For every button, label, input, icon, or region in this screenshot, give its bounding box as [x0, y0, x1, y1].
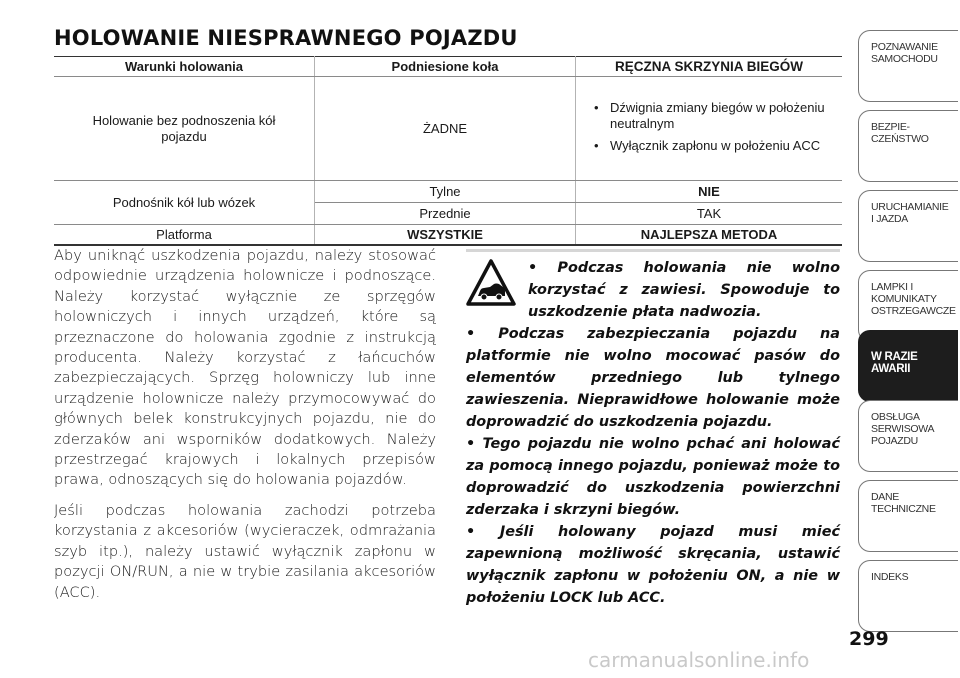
tab-technical-data[interactable]: DANE TECHNICZNE [858, 480, 958, 552]
warning-block [466, 257, 840, 609]
body-text [54, 246, 436, 613]
tab-starting-and-driving[interactable]: URUCHAMIANIE I JAZDA [858, 190, 958, 262]
table-header-row [54, 57, 842, 77]
list-item: • Wyłącznik zapłonu w położeniu ACC [594, 138, 836, 154]
row2-front-wheels: Przednie [315, 203, 576, 225]
tab-safety[interactable]: BEZPIE- CZEŃSTWO [858, 110, 958, 182]
warning-item: • Jeśli holowany pojazd musi mieć zapewnioną możliwość skręcania, ustawić wyłącznik zapłonu w położeniu ON, a nie w położeniu LOCK lub ACC. [466, 521, 840, 609]
tab-in-emergency[interactable]: W RAZIE AWARII [858, 330, 958, 402]
header-conditions: Warunki holowania [54, 57, 315, 77]
towing-table [54, 56, 842, 246]
body-paragraph: Aby uniknąć uszkodzenia pojazdu, należy stosować odpowiednie urządzenia holownicze i podnoszące. Należy korzystać wyłącznie ze sprzęgów holowniczych i innych urządzeń, które są przeznaczone do holowania zgodnie z instrukcją producenta. Należy korzystać z łańcuchów zabezpieczających. Sprzęg holowniczy lub inne urządzenie holownicze należy przymocowywać do głównych belek konstrukcyjnych pojazdu, nie do zderzaków ani wsporników dodatkowych. Należy przestrzegać krajowych i lokalnych przepisów prawa, odnoszących się do holowania pojazdów. [54, 247, 436, 489]
body-paragraph: Jeśli podczas holowania zachodzi potrzeba korzystania z akcesoriów (wycieraczek, odmrażania szyb itp.), należy ustawić wyłącznik zapłonu w pozycji ON/RUN, a nie w trybie zasilania akcesoriów (ACC). [54, 501, 436, 601]
row3-value: NAJLEPSZA METODA [576, 225, 843, 245]
row1-wheels: ŻADNE [315, 77, 576, 181]
table-row [54, 77, 842, 181]
list-item: • Dźwignia zmiany biegów w położeniu neutralnym [594, 100, 836, 132]
row1-requirements [576, 77, 843, 181]
tab-index[interactable]: INDEKS [858, 560, 958, 632]
tab-getting-to-know-vehicle[interactable]: POZNAWANIE SAMOCHODU [858, 30, 958, 102]
table-row [54, 181, 842, 203]
watermark: carmanualsonline.info [588, 648, 810, 672]
row2-condition: Podnośnik kół lub wózek [54, 181, 315, 225]
warning-item: • Podczas holowania nie wolno korzystać z zawiesi. Spowoduje to uszkodzenie płata nadwozia. [466, 257, 840, 323]
row2-front-value: TAK [576, 203, 843, 225]
row3-wheels: WSZYSTKIE [315, 225, 576, 245]
tab-warning-lights[interactable]: LAMPKI I KOMUNIKATY OSTRZEGAWCZE [858, 270, 958, 342]
warning-divider [466, 249, 840, 252]
header-manual-gearbox: RĘCZNA SKRZYNIA BIEGÓW [576, 57, 843, 77]
header-wheels: Podniesione koła [315, 57, 576, 77]
row1-condition: Holowanie bez podnoszenia kół pojazdu [54, 77, 315, 181]
row2-rear-value: NIE [576, 181, 843, 203]
page-number: 299 [849, 628, 889, 650]
warning-item: • Tego pojazdu nie wolno pchać ani holować za pomocą innego pojazdu, ponieważ może to doprowadzić do uszkodzenia powierzchni zderzaka i skrzyni biegów. [466, 433, 840, 521]
warning-item: • Podczas zabezpieczania pojazdu na platformie nie wolno mocować pasów do elementów przedniego lub tylnego zawieszenia. Nieprawidłowe holowanie może doprowadzić do uszkodzenia pojazdu. [466, 323, 840, 433]
tab-maintenance[interactable]: OBSŁUGA SERWISOWA POJAZDU [858, 400, 958, 472]
row3-condition: Platforma [54, 225, 315, 245]
row2-rear-wheels: Tylne [315, 181, 576, 203]
table-row [54, 225, 842, 245]
page-title: HOLOWANIE NIESPRAWNEGO POJAZDU [54, 26, 518, 50]
